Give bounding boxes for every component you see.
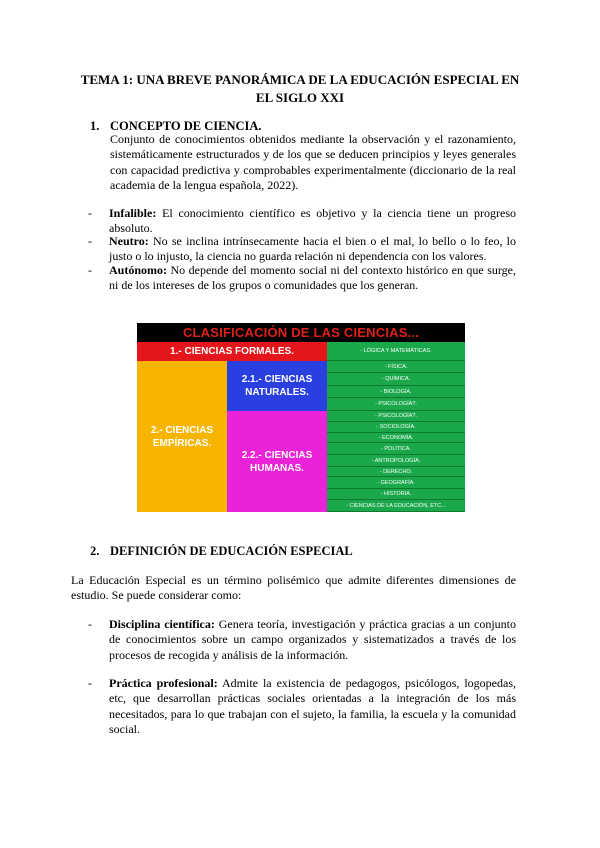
human-line-1: 2.2.- CIENCIAS — [241, 449, 313, 461]
empirical-line-1: 2.- CIENCIAS — [150, 424, 214, 436]
section-1-body: Conjunto de conocimientos obtenidos mediante la observación y el razonamiento, sistemáticamente estructurados y de los que se deducen principios y leyes generales con capacidad predictiva y comprobables experimentalmente (diccionario de la real academia de la lengua española, 2022). — [110, 132, 516, 192]
natural-line-1: 2.1.- CIENCIAS — [241, 374, 313, 385]
bullet-text: Genera teoría, investigación y práctica gracias a un conjunto de conocimientos sobre un campo organizados y sistematizados a través de los procesos de recogida y análisis de la información. — [109, 617, 516, 662]
title-line-1: TEMA 1: UNA BREVE PANORÁMICA DE LA EDUCACIÓN ESPECIAL EN — [80, 72, 520, 87]
bullet-autonomo — [88, 263, 516, 294]
section-2-number: 2. — [90, 544, 100, 558]
bullet-dash: - — [88, 617, 92, 631]
science-item: - PSICOLOGÍA?. — [327, 398, 465, 411]
science-item: - HISTORIA. — [327, 489, 465, 500]
bullet-term: Disciplina científica: — [109, 617, 215, 631]
natural-sciences-box — [227, 361, 327, 411]
human-line-2: HUMANAS. — [250, 462, 304, 474]
science-item: - QUÍMICA. — [327, 373, 465, 386]
bullet-neutro — [88, 234, 516, 265]
science-item: - POLÍTICA. — [327, 443, 465, 455]
science-item: - SOCIOLOGÍA. — [327, 422, 465, 433]
section-1-number: 1. — [90, 119, 100, 133]
empirical-line-2: EMPÍRICAS. — [152, 437, 212, 449]
bullet-text: Admite la existencia de pedagogos, psicólogos, logopedas, etc, que desarrollan prácticas sociales orientadas a la integración de los más necesitados, para lo que trabajan con el sujeto, la familia, la escuela y la comunidad social. — [109, 676, 516, 736]
science-item: - LÓGICA Y MATEMÁTICAS. — [327, 342, 465, 361]
bullet-term: Infalible: — [109, 206, 157, 220]
bullet-text: No se inclina intrínsecamente hacia el bien o el mal, lo bello o lo feo, lo justo o lo injusto, la ciencia no guarda relación ni dependencia con los valores. — [109, 234, 516, 264]
bullet-text: El conocimiento científico es objetivo y la ciencia tiene un progreso absoluto. — [109, 206, 516, 236]
science-item: - FÍSICA. — [327, 361, 465, 373]
science-item: - CIENCIAS DE LA EDUCACIÓN, ETC... — [327, 500, 465, 512]
bullet-term: Práctica profesional: — [109, 676, 218, 690]
science-item: - ANTROPOLOGÍA. — [327, 455, 465, 467]
page-title — [60, 71, 540, 107]
classification-figure — [137, 323, 465, 512]
bullet-text: No depende del momento social ni del contexto histórico en que surge, ni de los intereses de los grupos o comunidades que los generan. — [109, 263, 516, 293]
science-item: - GEOGRAFÍA. — [327, 477, 465, 489]
natural-line-2: NATURALES. — [245, 387, 309, 398]
science-item: - DERECHO. — [327, 467, 465, 477]
bullet-practica-profesional — [88, 676, 516, 737]
bullet-dash: - — [88, 676, 92, 690]
science-item: - BIOLOGÍA. — [327, 386, 465, 398]
bullet-dash: - — [88, 206, 92, 220]
section-2-heading: DEFINICIÓN DE EDUCACIÓN ESPECIAL — [110, 544, 353, 558]
bullet-infalible — [88, 206, 516, 237]
formal-sciences-box: 1.- CIENCIAS FORMALES. — [137, 342, 327, 361]
title-line-2: EL SIGLO XXI — [255, 90, 345, 105]
human-sciences-box — [227, 411, 327, 512]
bullet-dash: - — [88, 263, 92, 277]
section-2-body: La Educación Especial es un término polisémico que admite diferentes dimensiones de estudio. Se puede considerar como: — [71, 573, 516, 603]
section-1-heading: CONCEPTO DE CIENCIA. — [110, 119, 262, 133]
empirical-sciences-box — [137, 361, 227, 512]
bullet-dash: - — [88, 234, 92, 248]
bullet-disciplina-cientifica — [88, 617, 516, 663]
figure-title: CLASIFICACIÓN DE LAS CIENCIAS... — [137, 323, 465, 342]
science-item: - PSICOLOGÍA?. — [327, 411, 465, 422]
bullet-term: Neutro: — [109, 234, 149, 248]
science-item: - ECONOMÍA. — [327, 433, 465, 443]
bullet-term: Autónomo: — [109, 263, 168, 277]
